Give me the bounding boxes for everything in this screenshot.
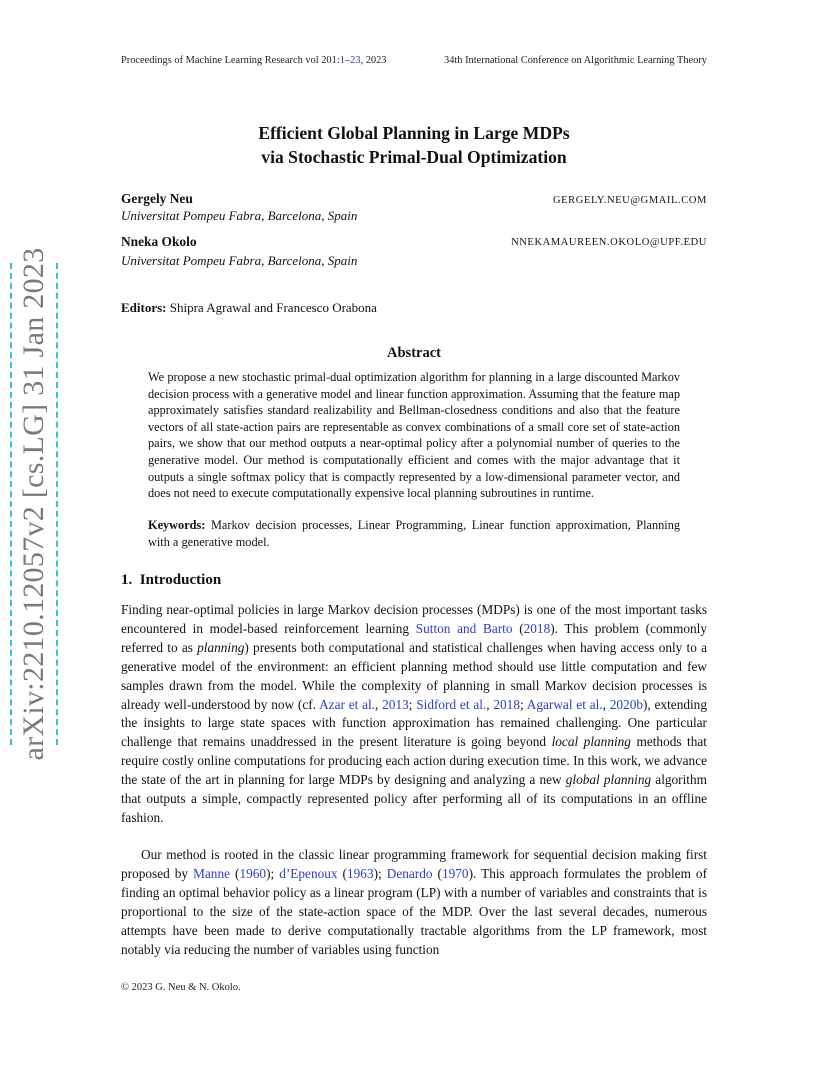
emphasis: planning [197,639,245,655]
citation-link[interactable]: Agarwal et al. [526,696,603,712]
intro-paragraph-1: Finding near-optimal policies in large Markov decision processes (MDPs) is one of the most important tasks encountered in model-based reinforcement learning Sutton and Barto (2018). This problem (commonly referred to as planning) presents both computational and statistical challenges when having access only to a generative model of the environment: an efficient planning method should use little computation and few samples drawn from the model. While the complexity of planning in small Markov decision processes is already well-understood by now (cf. Azar et al., 2013; Sidford et al., 2018; Agarwal et al., 2020b), extending the insights to large state spaces with function approximation has remained challenging. One particular challenge that remains unaddressed in the present literature is going beyond local planning methods that require costly online computations for producing each action during execution time. In this work, we advance the state of the art in planning for large MDPs by designing and analyzing a new global planning algorithm that outputs a simple, compactly represented policy after performing all of its computations in an offline fashion. [121,602,707,825]
citation-link[interactable]: Azar et al. [319,696,376,712]
author-1-name: Gergely Neu [121,191,193,206]
copyright-footer: © 2023 G. Neu & N. Okolo. [121,982,241,993]
keywords-list: Markov decision processes, Linear Programming, Linear function approximation, Planning with a generative model. [148,518,680,549]
title-line-2: via Stochastic Primal-Dual Optimization [261,147,567,167]
citation-year-link[interactable]: 2013 [382,696,409,712]
citation-year-link[interactable]: 1963 [347,865,374,881]
editors-label: Editors: [121,300,167,315]
header-right: 34th International Conference on Algorithmic Learning Theory [444,55,707,66]
citation-year-link[interactable]: 1970 [441,865,469,881]
emphasis: global planning [565,772,652,788]
citation-year-link[interactable]: 2020b [609,696,643,712]
author-1-affiliation: Universitat Pompeu Fabra, Barcelona, Spain [121,208,358,223]
arxiv-stamp-text: arXiv:2210.12057v2 [cs.LG] 31 Jan 2023 [17,247,50,761]
author-2-name: Nneka Okolo [121,234,197,249]
author-2-affiliation: Universitat Pompeu Fabra, Barcelona, Spain [121,253,358,268]
paper-title [0,121,828,169]
pages-start-link[interactable]: 1 [339,55,345,66]
editors-names: Shipra Agrawal and Francesco Orabona [169,300,377,315]
editors-line [121,300,377,316]
citation-link[interactable]: Manne [193,865,231,881]
abstract-heading: Abstract [387,345,441,361]
abstract-text: We propose a new stochastic primal-dual optimization algorithm for planning in a large discounted Markov decision process with a generative model and linear function approximation. Assuming that the feature map approximately satisfies standard realizability and Bellman-closedness conditions and also that the feature vectors of all state-action pairs are representable as convex combinations of a small core set of state-action pairs, we show that our method outputs a near-optimal policy after a polynomial number of queries to the generative model. Our method is computationally efficient and comes with the major advantage that it outputs a single softmax policy that is compactly represented by a low-dimensional parameter vector, and does not need to execute computationally expensive local planning subroutines in runtime. [148,370,680,501]
intro-paragraph-2: Our method is rooted in the classic linear programming framework for sequential decision making first proposed by Manne (1960); d’Epenoux (1963); Denardo (1970). This approach formulates the problem of finding an optimal behavior policy as a linear program (LP) with a number of variables and constraints that is proportional to the size of the state-action space of the MDP. Over the last several decades, numerous attempts have been made to derive computationally tractable algorithms from the LP framework, most notably via reducing the number of variables using function [121,847,707,957]
arxiv-stamp [10,247,58,761]
citation-year-link[interactable]: 2018 [523,620,551,636]
citation-year-link[interactable]: 2018 [493,696,520,712]
keywords [148,517,680,550]
running-header [121,55,707,66]
citation-year-link[interactable]: 1960 [239,865,267,881]
header-left: Proceedings of Machine Learning Research vol 201:1–23, 2023 [121,55,387,66]
citation-link[interactable]: d’Epenoux [279,865,338,881]
emphasis: local planning [551,734,631,750]
citation-link[interactable]: Denardo [386,865,433,881]
citation-link[interactable]: Sidford et al. [416,696,487,712]
author-1-email: GERGELY.NEU@GMAIL.COM [552,195,707,206]
citation-link[interactable]: Sutton and Barto [415,620,513,636]
pages-end-link[interactable]: 23 [350,55,361,66]
title-line-1: Efficient Global Planning in Large MDPs [258,123,570,143]
keywords-label: Keywords: [148,518,206,532]
section-heading: 1. Introduction [121,572,222,588]
author-2-email: NNEKAMAUREEN.OKOLO@UPF.EDU [511,237,707,248]
